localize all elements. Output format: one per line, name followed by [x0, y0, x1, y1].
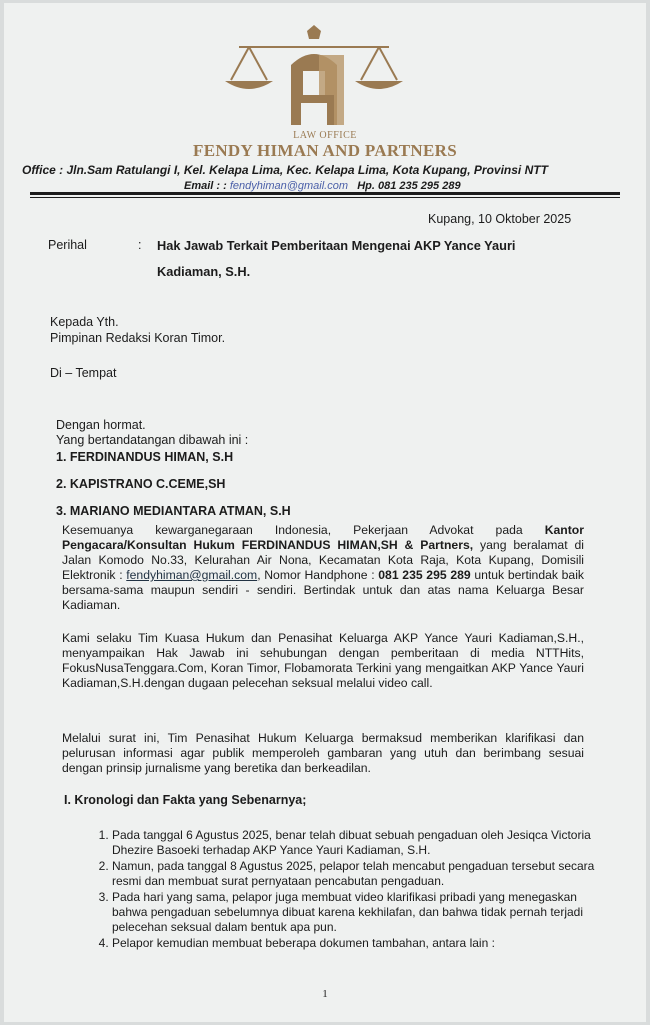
- letterhead-rule-thin: [30, 197, 620, 198]
- scales-of-justice-logo: [219, 25, 409, 135]
- signatory-3: 3. MARIANO MEDIANTARA ATMAN, S.H: [56, 504, 291, 518]
- perihal-label: Perihal: [48, 238, 87, 252]
- perihal-separator: :: [138, 238, 142, 252]
- paragraph-clarification: Melalui surat ini, Tim Penasihat Hukum Keluarga bermaksud memberikan klarifikasi dan pelurusan informasi agar publik memperoleh gambaran yang utuh dan berimbang sesuai dengan prinsip jurnalisme yang beretika dan berkeadilan.: [62, 731, 584, 775]
- list-item: 3. Pada hari yang sama, pelapor juga membuat video klarifikasi pribadi yang menegaskan bahwa pengaduan sebelumnya dibuat karena kekhilafan, dan bahwa tidak pernah terjadi pelecehan seksual dalam bentuk apa pun.: [112, 890, 602, 935]
- paragraph-purpose: Kami selaku Tim Kuasa Hukum dan Penasihat Keluarga AKP Yance Yauri Kadiaman,S.H., menyampaikan Hak Jawab ini sehubungan dengan pemberitaan di media NTTHits, FokusNusaTenggara.Com, Koran Timor, Flobamorata Terkini yang mengaitkan AKP Yance Yauri Kadiaman,S.H.dengan dugaan pelecehan seksual melalui video call.: [62, 631, 584, 690]
- office-address-line: [22, 163, 548, 177]
- signatory-1: 1. FERDINANDUS HIMAN, S.H: [56, 450, 234, 464]
- section-heading: I. Kronologi dan Fakta yang Sebenarnya;: [64, 793, 307, 807]
- signatory-2: 2. KAPISTRANO C.CEME,SH: [56, 477, 226, 491]
- paragraph-identity-text-b: yang beralamat di Jalan Komodo No.33, Kelurahan Air Nona, Kecamatan Kota Raja, Kota Kupang, Domisili Elektronik :: [62, 538, 584, 582]
- office-label: Office :: [22, 163, 64, 177]
- recipient-line1: Kepada Yth.: [50, 315, 119, 329]
- place-date: Kupang, 10 Oktober 2025: [428, 212, 572, 226]
- email-label: Email : :: [184, 180, 227, 192]
- perihal-subject-line2: Kadiaman, S.H.: [157, 264, 251, 279]
- page-number: 1: [322, 988, 328, 1000]
- letterhead-rule-thick: [30, 192, 620, 195]
- email-link-inline[interactable]: fendyhiman@gmail.com: [126, 568, 258, 582]
- undersigned-intro: Yang bertandatangan dibawah ini :: [56, 433, 249, 447]
- paragraph-identity-text-a: Kesemuanya kewarganegaraan Indonesia, Pekerjaan Advokat pada: [62, 523, 545, 537]
- list-item: 2. Namun, pada tanggal 8 Agustus 2025, pelapor telah mencabut pengaduan tersebut secara resmi dan membuat surat pernyataan pencabutan pengaduan.: [112, 859, 602, 889]
- email-link[interactable]: fendyhiman@gmail.com: [229, 180, 349, 192]
- greeting: Dengan hormat.: [56, 418, 146, 432]
- paragraph-identity-text-d: untuk bertindak baik bersama-sama maupun sendiri - sendiri. Bertindak untuk dan atas nama Keluarga Besar Kadiaman.: [62, 568, 585, 612]
- firm-name: FENDY HIMAN AND PARTNERS: [193, 141, 457, 160]
- contact-line: [184, 180, 461, 192]
- paragraph-identity-text-c: , Nomor Handphone :: [257, 568, 379, 582]
- perihal-subject-line1: Hak Jawab Terkait Pemberitaan Mengenai AKP Yance Yauri: [157, 238, 516, 253]
- phone-number: Hp. 081 235 295 289: [357, 180, 461, 192]
- law-office-label: LAW OFFICE: [293, 130, 357, 141]
- list-item: 4. Pelapor kemudian membuat beberapa dokumen tambahan, antara lain :: [112, 936, 602, 951]
- phone-inline: 081 235 295 289: [378, 568, 471, 582]
- list-item: 1. Pada tanggal 6 Agustus 2025, benar telah dibuat sebuah pengaduan oleh Jesiqca Victoria Dhezire Basoeki terhadap AKP Yance Yauri Kadiaman, S.H.: [112, 828, 602, 858]
- law-firm-name: Kantor Pengacara/Konsultan Hukum FERDINANDUS HIMAN,SH & Partners,: [62, 523, 584, 552]
- office-address: Jln.Sam Ratulangi I, Kel. Kelapa Lima, Kec. Kelapa Lima, Kota Kupang, Provinsi NTT: [66, 163, 548, 177]
- recipient-line2: Pimpinan Redaksi Koran Timor.: [50, 331, 226, 345]
- paragraph-identity: [62, 523, 584, 613]
- di-tempat: Di – Tempat: [50, 366, 117, 380]
- letter-page: [4, 3, 646, 1022]
- facts-list: [92, 828, 602, 952]
